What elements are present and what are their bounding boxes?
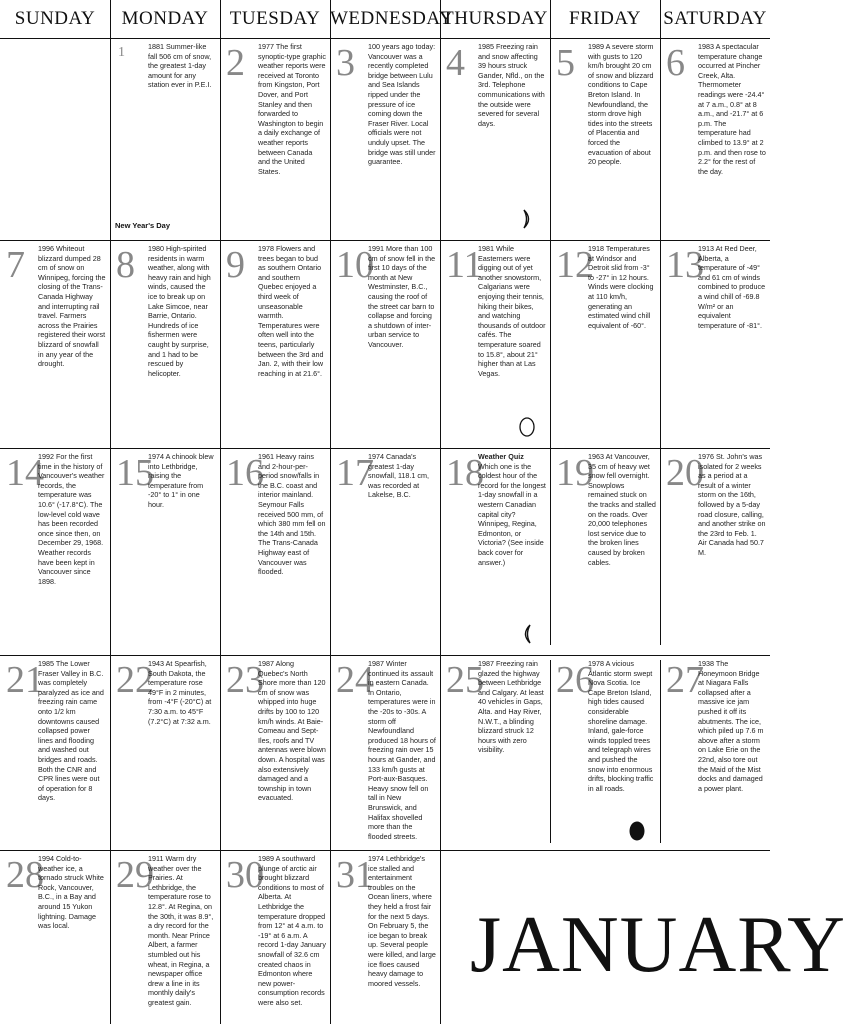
day-event: 1881 Summer-like fall 506 cm of snow, the greatest 1-day amount for any station ever in P.E.I. xyxy=(148,42,212,90)
day-event: 1961 Heavy rains and 2-hour-per-period snow/falls in the B.C. coast and interior mainland. Seymour Falls received 500 mm, of which 380 mm fell on the 14th and 15th. The Trans-Canada Highway east of Vancouver was flooded. xyxy=(258,452,326,577)
day-number: 13 xyxy=(666,244,704,286)
day-number: 30 xyxy=(226,854,264,896)
day-number: 16 xyxy=(226,452,264,494)
day-number: 24 xyxy=(336,659,374,701)
day-number: 22 xyxy=(116,659,154,701)
day-event: 1977 The first synoptic-type graphic weather reports were received at Toronto from Kingston, Port Dover, and Port Stanley and then forwarded to Washington to begin a daily exchange of weather reports between Canada and the United States. xyxy=(258,42,326,176)
day-event: 1974 Lethbridge's ice stalled and entertainment troubles on the Ocean liners, where they held a frost fair for the next 5 days. On February 5, the ice began to break up. Several people were killed, and large ice floes caused heavy damage to moored vessels. xyxy=(368,854,436,988)
day-event: 1991 More than 100 cm of snow fell in the first 10 days of the month at New Westminster, B.C., causing the roof of the street car barn to collapse and forcing a shutdown of inter-urban service to Vancouver. xyxy=(368,244,436,349)
day-event: 1963 At Vancouver, 35 cm of heavy wet snow fell overnight. Snowplows remained stuck on the tracks and stalled on the roads. Over 20,000 telephones lost service due to the broken lines caused by broken cables. xyxy=(588,452,656,567)
quiz-text: Which one is the coldest hour of the record for the longest 1-day snowfall in a western Canadian capital city? Winnipeg, Regina, Edmonton, or Victoria? (See inside back cover for answer.) xyxy=(478,461,546,567)
day-number: 31 xyxy=(336,854,374,896)
new-moon-icon xyxy=(628,820,646,842)
day-number: 9 xyxy=(226,244,245,286)
day-event: 1978 A vicious Atlantic storm swept Nova Scotia. Ice Cape Breton Island, high tides caused considerable shoreline damage. Inland, gale-force winds toppled trees and telegraph wires and pushed the snow into enormous drifts, blocking traffic in all roads. xyxy=(588,659,654,793)
day-cell-20 xyxy=(660,448,770,655)
day-cell-1 xyxy=(110,38,220,240)
day-event: 1978 Flowers and trees began to bud as southern Ontario and southern Quebec enjoyed a third week of unseasonable warmth. Temperatures were often well into the teens, particularly between the 3rd and Jan. 2, with their low reaching in at 21.6°. xyxy=(258,244,324,378)
day-number: 10 xyxy=(336,244,374,286)
day-cell-7 xyxy=(0,240,110,448)
day-event: 100 years ago today: Vancouver was a recently completed bridge between Lulu and Sea Islands ripped under the pressure of ice coming down the Fraser River. Local officials were not unduly upset. The bridge was still under guarantee. xyxy=(368,42,436,167)
day-event: 1985 The Lower Fraser Valley in B.C. was completely paralyzed as ice and freezing rain came onto 1/2 km downtowns caused collapsed power lines and flooding and washed out bridges and roads. Both the CNR and CPR lines were out of operation for 8 days. xyxy=(38,659,104,803)
day-event: 1989 A severe storm with gusts to 120 km/h brought 20 cm of snow and blizzard conditions to Cape Breton Island. In Newfoundland, the storm drove high tides into the streets of Placentia and forced the evacuation of about 20 people. xyxy=(588,42,654,167)
weekday-friday: FRIDAY xyxy=(569,8,641,29)
day-event: 1985 Freezing rain and snow affecting 39 hours struck Gander, Nfld., on the 3rd. Telephone communications with the outside were severed for several days. xyxy=(478,42,545,128)
day-cell-6 xyxy=(660,38,770,240)
day-cell-5 xyxy=(550,38,660,240)
day-cell-31 xyxy=(330,850,440,1024)
day-event: 1983 A spectacular temperature change occurred at Pincher Creek, Alta. Thermometer readings were -24.4° at 7 a.m., 0.8° at 8 a.m., and -21.7° at 6 p.m. The temperature had climbed to 13.9° at 2 p.m. and then rose to 2.2° for the rest of the day. xyxy=(698,42,766,176)
moon-phase-icon xyxy=(518,623,536,645)
day-cell-25 xyxy=(440,655,550,850)
holiday-label: New Year's Day xyxy=(115,221,171,230)
day-number: 28 xyxy=(6,854,44,896)
day-cell-17 xyxy=(330,448,440,655)
day-event: 1989 A southward plunge of arctic air brought blizzard conditions to most of Alberta. At Lethbridge the temperature dropped from 12° at 4 a.m. to -19° at 6 a.m. A record 1-day January snowfall of 32.6 cm created chaos in Edmonton where new power-consumption records were also set. xyxy=(258,854,326,1007)
day-number: 19 xyxy=(556,452,594,494)
weekday-monday: MONDAY xyxy=(121,8,209,29)
day-cell-22 xyxy=(110,655,220,850)
day-number: 12 xyxy=(556,244,594,286)
day-event: 1918 Temperatures at Windsor and Detroit slid from -3° to -27° in 12 hours. Winds were clocking at 110 km/h, generating an estimated wind chill equivalent of -60°. xyxy=(588,244,654,330)
day-cell-27 xyxy=(660,655,770,850)
day-event: 1974 A chinook blew into Lethbridge, raising the temperature from -20° to 1° in one hour. xyxy=(148,452,214,509)
day-cell-10 xyxy=(330,240,440,448)
weekday-tuesday: TUESDAY xyxy=(229,8,321,29)
day-cell-28 xyxy=(0,850,110,1024)
day-event: 1987 Freezing rain glazed the highway between Lethbridge and Calgary. At least 40 vehicles in Gaps, Alta. and Hay River, N.W.T., a blinding blizzard struck 12 hours with zero visibility. xyxy=(478,659,544,755)
day-number: 29 xyxy=(116,854,154,896)
day-number: 2 xyxy=(226,42,245,84)
day-event: 1996 Whiteout blizzard dumped 28 cm of snow on Winnipeg, forcing the closing of the Trans-Canada Highway and interrupting rail travel. Farmers across the Prairies registered their worst blizzard of snowfall in any year of the drought. xyxy=(38,244,106,369)
moon-phase-icon xyxy=(518,416,536,438)
weekday-saturday: SATURDAY xyxy=(663,8,767,29)
day-cell-2 xyxy=(220,38,330,240)
day-event: 1992 For the first time in the history of Vancouver's weather records, the temperature was 10.6° (-17.8°C). The low-level cold wave has been recorded once since then, on December 29, 1968. Weather records have been kept in Vancouver since 1898. xyxy=(38,452,105,586)
day-event: 1980 High-spirited residents in warm weather, along with heavy rain and high winds, caused the ice to break up on Lake Simcoe, near Barrie, Ontario. Hundreds of ice fishermen were caught by surprise, and 1 had to be rescued by helicopter. xyxy=(148,244,211,378)
day-cell-24 xyxy=(330,655,440,850)
day-cell-12 xyxy=(550,240,660,448)
day-cell-13 xyxy=(660,240,770,448)
day-event: 1994 Cold-to-weather ice, a tornado struck White Rock, Vancouver, B.C., in a Bay and around 15 Yukon lightning. Damage was local. xyxy=(38,854,104,931)
day-event: 1987 Winter continued its assault in eastern Canada. In Ontario, temperatures were in the -20s to -30s. A storm off Newfoundland produced 18 hours of freezing rain over 15 hours at Gander, and 133 km/h gusts at Port-aux-Basques. Heavy snow fell on tall in New Brunswick, and Halifax shovelled more than the flooded streets. xyxy=(368,659,436,841)
day-number: 6 xyxy=(666,42,685,84)
day-number: 3 xyxy=(336,42,355,84)
quiz-label: Weather Quiz xyxy=(478,452,524,461)
day-cell-14 xyxy=(0,448,110,655)
day-event xyxy=(478,452,546,567)
day-cell-21 xyxy=(0,655,110,850)
day-number: 17 xyxy=(336,452,374,494)
day-event: 1976 St. John's was isolated for 2 weeks as a period at a result of a winter storm on the 16th, followed by a 5-day road closure, calling, and another strike on the 23rd to Feb. 1. Air Canada had 50.7 M. xyxy=(698,452,766,557)
day-number: 20 xyxy=(666,452,704,494)
day-number: 5 xyxy=(556,42,575,84)
day-cell-16 xyxy=(220,448,330,655)
day-number: 14 xyxy=(6,452,44,494)
day-cell-4 xyxy=(440,38,550,240)
day-number: 27 xyxy=(666,659,704,701)
day-event: 1938 The Honeymoon Bridge at Niagara Falls collapsed after a massive ice jam pushed it off its abutments. The ice, which piled up 7.6 m above after a storm on Lake Erie on the 22nd, also tore out the Maid of the Mist docks and damaged a power plant. xyxy=(698,659,764,793)
day-number: 11 xyxy=(446,244,483,286)
day-cell-30 xyxy=(220,850,330,1024)
day-cell-11 xyxy=(440,240,550,448)
day-cell-18 xyxy=(440,448,550,655)
day-cell-19 xyxy=(550,448,660,655)
day-event: 1987 Along Quebec's North Shore more than 120 cm of snow was whipped into huge drifts by 100 to 120 km/h winds. At Baie-Comeau and Sept-Iles, roofs and TV antennas were blown down. A hospital was also extensively damaged and a township in town evacuated. xyxy=(258,659,326,803)
day-number: 1 xyxy=(118,45,125,60)
day-number: 21 xyxy=(6,659,44,701)
day-cell-8 xyxy=(110,240,220,448)
day-number: 8 xyxy=(116,244,135,286)
moon-phase-icon xyxy=(518,208,536,230)
month-title: JANUARY xyxy=(470,901,846,989)
day-cell-15 xyxy=(110,448,220,655)
day-cell-29 xyxy=(110,850,220,1024)
day-number: 7 xyxy=(6,244,25,286)
day-number: 15 xyxy=(116,452,154,494)
day-number: 25 xyxy=(446,659,484,701)
weekday-sunday: SUNDAY xyxy=(14,8,96,29)
weekday-header xyxy=(0,0,770,39)
day-number: 4 xyxy=(446,42,465,84)
day-number: 18 xyxy=(446,452,484,494)
day-cell-9 xyxy=(220,240,330,448)
day-event: 1913 At Red Deer, Alberta, a temperature of -49° and 61 cm of winds combined to produce a wind chill of -69.8 W/m² or an equivalent temperature of -81°. xyxy=(698,244,766,330)
weekday-thursday: THURSDAY xyxy=(442,8,548,29)
day-cell-3 xyxy=(330,38,440,240)
day-event: 1974 Canada's greatest 1-day snowfall, 118.1 cm, was recorded at Lakelse, B.C. xyxy=(368,452,429,500)
weekday-wednesday: WEDNESDAY xyxy=(330,8,454,29)
day-event: 1981 While Easterners were digging out of yet another snowstorm, Calgarians were enjoying their tennis, hiking their bikes, and watching thousands of outdoor cafés. The temperature soared to 15.8°, about 21° higher than at Las Vegas. xyxy=(478,244,546,378)
day-cell-26 xyxy=(550,655,660,850)
day-event: 1911 Warm dry weather over the Prairies. At Lethbridge, the temperature rose to 12.8°. At Regina, on the 30th, it was 8.9°, a dry record for the month. Near Prince Albert, a farmer stumbled out his wheat, in Regina, a newspaper office drew a line in its monthly daily's greatest gain. xyxy=(148,854,214,1007)
day-number: 26 xyxy=(556,659,594,701)
day-number: 23 xyxy=(226,659,264,701)
day-cell-23 xyxy=(220,655,330,850)
day-event: 1943 At Spearfish, South Dakota, the temperature rose 49°F in 2 minutes, from -4°F (-20°C) at 7:30 a.m. to 45°F (7.2°C) at 7:32 a.m. xyxy=(148,659,212,726)
